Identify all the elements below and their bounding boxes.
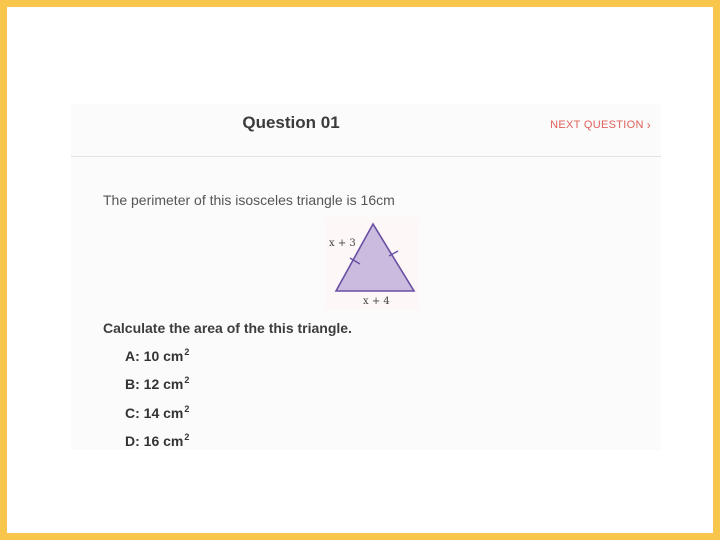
option-label: B: 12 cm	[125, 376, 184, 392]
question-statement: The perimeter of this isosceles triangle is 16cm	[103, 192, 395, 208]
option-unit-power: 2	[184, 375, 190, 385]
option-unit-power: 2	[184, 347, 190, 357]
option-unit-power: 2	[184, 404, 190, 414]
option-label: A: 10 cm	[125, 348, 184, 364]
triangle-figure	[325, 217, 419, 310]
next-question-label: NEXT QUESTION	[550, 119, 644, 131]
option-label: D: 16 cm	[125, 433, 184, 449]
question-title: Question 01	[242, 113, 340, 132]
answer-option-c[interactable]	[125, 404, 189, 421]
answer-option-a[interactable]	[125, 347, 189, 364]
question-prompt: Calculate the area of the this triangle.	[103, 320, 352, 336]
question-header	[71, 104, 661, 157]
next-question-button[interactable]	[550, 118, 651, 132]
option-label: C: 14 cm	[125, 405, 184, 421]
chevron-right-icon: ›	[646, 118, 651, 132]
answer-option-d[interactable]	[125, 432, 189, 449]
option-unit-power: 2	[184, 432, 190, 442]
answer-option-b[interactable]	[125, 375, 189, 392]
base-label: x + 4	[363, 296, 390, 307]
question-card	[71, 104, 661, 450]
side-label: x + 3	[329, 238, 356, 249]
isosceles-triangle-diagram	[325, 217, 419, 310]
